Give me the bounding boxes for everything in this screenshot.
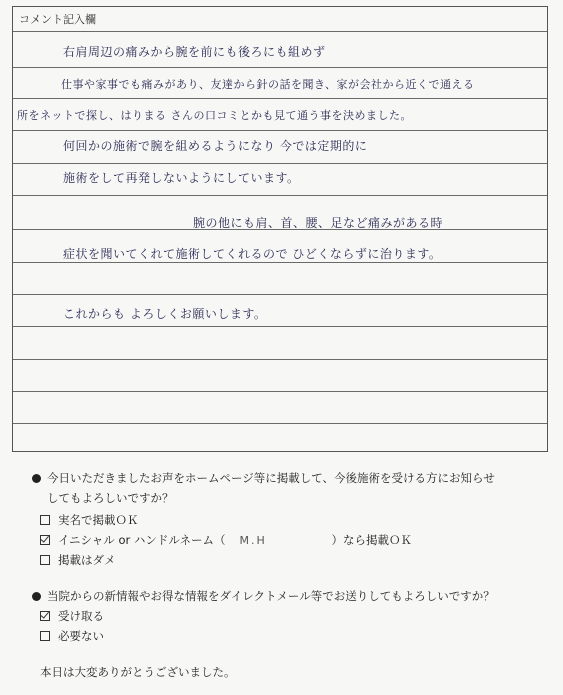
question-1: 今日いただきましたお声をホームページ等に掲載して、今後施術を受ける方にお知らせ <box>32 470 495 486</box>
handwritten-line-4: 何回かの施術で腕を組めるようになり 今では定期的に <box>63 139 368 153</box>
option-receive[interactable]: 受け取る <box>40 608 104 624</box>
handwritten-line-6: 腕の他にも肩、首、腰、足など痛みがある時 <box>193 216 444 230</box>
ruled-line <box>13 391 547 392</box>
option-no-publish[interactable]: 掲載はダメ <box>40 552 116 568</box>
handwritten-line-5: 施術をして再発しないようにしています。 <box>63 171 300 185</box>
checkbox-not-needed[interactable] <box>40 631 50 641</box>
checkbox-realname[interactable] <box>40 515 50 525</box>
handwritten-line-2: 仕事や家事でも痛みがあり、友達から針の話を聞き、家が会社から近くで通える <box>61 78 475 91</box>
bullet-icon <box>32 592 41 601</box>
closing-message: 本日は大変ありがとうございました。 <box>40 665 236 679</box>
ruled-line <box>13 98 547 99</box>
ruled-line <box>13 359 547 360</box>
bullet-icon <box>32 474 41 483</box>
handwritten-line-7: 症状を聞いてくれて施術してくれるので ひどくならずに治ります。 <box>63 247 442 261</box>
ruled-line <box>13 262 547 263</box>
option-initial[interactable]: イニシャル or ハンドルネーム（ M.H ）なら掲載ＯＫ <box>40 532 412 548</box>
question-2: 当院からの新情報やお得な情報をダイレクトメール等でお送りしてもよろしいですか？ <box>32 588 495 604</box>
ruled-line <box>13 130 547 131</box>
handwritten-line-8: これからも よろしくお願いします。 <box>63 307 267 321</box>
option-not-needed[interactable]: 必要ない <box>40 628 104 644</box>
comment-box <box>12 6 548 452</box>
ruled-line <box>13 326 547 327</box>
comment-section-title: コメント記入欄 <box>19 13 96 26</box>
handwritten-line-3: 所をネットで探し、はりまる さんの口コミとかも見て通う事を決めました。 <box>17 109 412 122</box>
handle-name-value: M.H <box>239 534 267 547</box>
ruled-line <box>13 31 547 32</box>
ruled-line <box>13 163 547 164</box>
ruled-line <box>13 423 547 424</box>
ruled-line <box>13 67 547 68</box>
option-realname[interactable]: 実名で掲載ＯＫ <box>40 512 139 528</box>
consent-form <box>0 458 563 695</box>
handwritten-line-1: 右肩周辺の痛みから腕を前にも後ろにも組めず <box>63 45 326 59</box>
checkbox-receive-checked[interactable] <box>40 611 50 621</box>
ruled-line <box>13 195 547 196</box>
checkbox-initial-checked[interactable] <box>40 535 50 545</box>
checkbox-no-publish[interactable] <box>40 555 50 565</box>
question-1-continued: してもよろしいですか？ <box>47 491 174 505</box>
ruled-line <box>13 294 547 295</box>
